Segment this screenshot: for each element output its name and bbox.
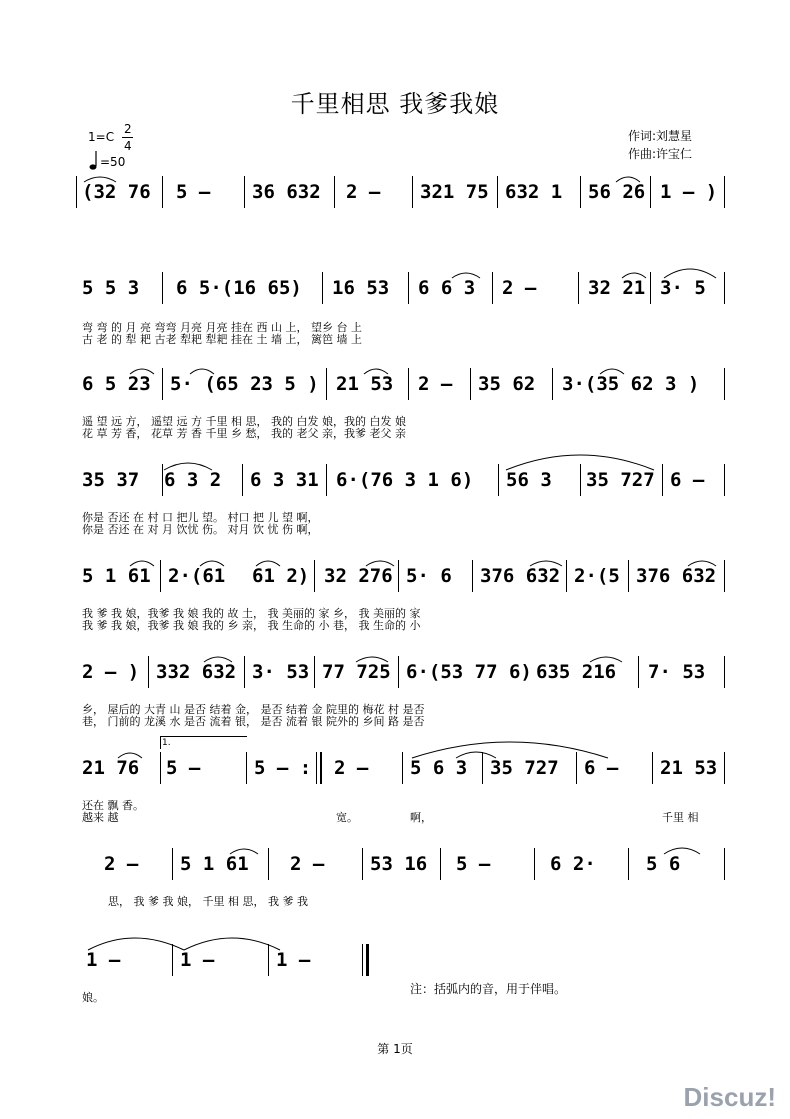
page-number: 第 1页 bbox=[377, 1042, 413, 1056]
measure-r5-m0: 2 – ) bbox=[82, 661, 140, 683]
measure-r0-m3: 2 – bbox=[346, 181, 381, 203]
measure-r0-m7: 1 – ) bbox=[660, 181, 718, 203]
lyrics-r8-verse1: 娘。 bbox=[82, 991, 104, 1004]
measure-r0-m5: 632 1 bbox=[505, 181, 563, 203]
measure-r6-m4: 5 6 3 bbox=[410, 757, 468, 779]
measure-r1-m4: 2 – bbox=[502, 277, 537, 299]
measure-r5-m4: 6·(53 77 6) bbox=[406, 661, 532, 683]
lyrics-r6-a: 啊， bbox=[410, 811, 432, 824]
lyrics-r6-qianli: 千里 相 bbox=[662, 811, 699, 824]
measure-r7-m4: 5 – bbox=[456, 853, 491, 875]
measure-r1-m5: 32 21 bbox=[588, 277, 646, 299]
measure-r8-m2: 1 – bbox=[276, 949, 311, 971]
measure-r1-m0: 5 5 3 bbox=[82, 277, 140, 299]
measure-r1-m2: 16 53 bbox=[332, 277, 390, 299]
measure-r6-m1: 5 – bbox=[166, 757, 201, 779]
measure-r3-m5: 35 727 bbox=[586, 469, 655, 491]
lyrics-r5-verse1: 乡， 屋后的 大青 山 是否 结着 金， 是否 结着 金 院里的 梅花 村 是否 bbox=[82, 703, 425, 716]
measure-r8-m1: 1 – bbox=[180, 949, 215, 971]
lyrics-r1-verse2: 古 老 的 犁 耙 古老 犁耙 犁耙 挂在 土 墙 上， 篱笆 墙 上 bbox=[82, 333, 362, 346]
annotation-note: 注：括弧内的音，用于伴唱。 bbox=[410, 982, 567, 996]
measure-r3-m3: 6·(76 3 1 6) bbox=[336, 469, 474, 491]
measure-r4-m7: 376 632 bbox=[636, 565, 717, 587]
lyrics-r5-verse2: 巷， 门前的 龙溪 水 是否 流着 银， 是否 流着 银 院外的 乡间 路 是否 bbox=[82, 715, 425, 728]
measure-r8-m0: 1 – bbox=[86, 949, 121, 971]
composer: 作曲:许宝仁 bbox=[628, 147, 693, 161]
measure-r3-m4: 56 3 bbox=[506, 469, 552, 491]
lyrics-r4-verse2: 我 爹 我 娘，我爹 我 娘 我的 乡 亲， 我 生命的 小 巷， 我 生命的 小 bbox=[82, 619, 421, 632]
measure-r2-m3: 2 – bbox=[418, 373, 453, 395]
measure-r7-m6: 5 6 bbox=[646, 853, 681, 875]
measure-r3-m1: 6 3 2 bbox=[164, 469, 222, 491]
measure-r0-m6: 56 26 bbox=[588, 181, 646, 203]
measure-r4-m0: 5 1 61 bbox=[82, 565, 151, 587]
lyrics-r3-verse1: 你是 否还 在 村 口 把儿 望。 村口 把 儿 望 啊， bbox=[82, 511, 319, 524]
measure-r7-m0: 2 – bbox=[104, 853, 139, 875]
measure-r1-m6: 3· 5 bbox=[660, 277, 706, 299]
lyricist: 作词:刘慧星 bbox=[628, 129, 693, 143]
measure-r7-m2: 2 – bbox=[290, 853, 325, 875]
measure-r7-m5: 6 2· bbox=[550, 853, 596, 875]
lyrics-r4-verse1: 我 爹 我 娘，我爹 我 娘 我的 故 土， 我 美丽的 家 乡， 我 美丽的 家 bbox=[82, 607, 421, 620]
song-title: 千里相思 我爹我娘 bbox=[290, 90, 500, 118]
measure-r4-m5: 376 632 bbox=[480, 565, 561, 587]
measure-r3-m2: 6 3 31 bbox=[250, 469, 319, 491]
volta-label: 1. bbox=[162, 738, 171, 748]
lyrics-r2-verse1: 遥 望 远 方， 遥望 远 方 千里 相 思， 我的 白发 娘，我的 白发 娘 bbox=[82, 415, 406, 428]
measure-r0-m0: (32 76 bbox=[82, 181, 151, 203]
watermark-logo: Discuz! bbox=[683, 1082, 776, 1112]
measure-r0-m2: 36 632 bbox=[252, 181, 321, 203]
lyrics-r7-verse1: 思， 我 爹 我 娘， 千里 相 思， 我 爹 我 bbox=[108, 895, 308, 908]
lyrics-r3-verse2: 你是 否还 在 对 月 饮忧 伤。 对月 饮 忧 伤 啊， bbox=[82, 523, 319, 536]
measure-r4-m1: 2·(61 bbox=[168, 565, 226, 587]
lyrics-r6-verse2: 越来 越 bbox=[82, 811, 119, 824]
measure-r1-m1: 6 5·(16 65) bbox=[176, 277, 302, 299]
measure-r6-m3: 2 – bbox=[334, 757, 369, 779]
lyrics-r6-kuan: 宽。 bbox=[336, 811, 358, 824]
measure-r4-m6: 2·(5 bbox=[574, 565, 620, 587]
measure-r6-m0: 21 76 bbox=[82, 757, 140, 779]
measure-r6-m5: 35 727 bbox=[490, 757, 559, 779]
measure-r5-m3: 77 725 bbox=[322, 661, 391, 683]
measure-r7-m1: 5 1 61 bbox=[180, 853, 249, 875]
measure-r6-m2: 5 – : bbox=[254, 757, 312, 779]
time-signature-top: 2 bbox=[124, 122, 132, 136]
measure-r5-m5: 635 216 bbox=[536, 661, 617, 683]
measure-r2-m0: 6 5 23 bbox=[82, 373, 151, 395]
measure-r4-m2: 61 2) bbox=[252, 565, 310, 587]
measure-r2-m2: 21 53 bbox=[336, 373, 394, 395]
measure-r5-m1: 332 632 bbox=[156, 661, 237, 683]
measure-r2-m4: 35 62 bbox=[478, 373, 536, 395]
lyrics-r2-verse2: 花 草 芳 香， 花草 芳 香 千里 乡 愁， 我的 老父 亲，我爹 老父 亲 bbox=[82, 427, 406, 440]
measure-r4-m3: 32 276 bbox=[324, 565, 393, 587]
measure-r7-m3: 53 16 bbox=[370, 853, 428, 875]
tempo-marking: =50 bbox=[100, 155, 126, 169]
measure-r2-m5: 3·(35 62 3 ) bbox=[562, 373, 700, 395]
measure-r5-m6: 7· 53 bbox=[648, 661, 706, 683]
measure-r0-m1: 5 – bbox=[176, 181, 211, 203]
measure-r3-m0: 35 37 bbox=[82, 469, 140, 491]
measure-r3-m6: 6 – bbox=[670, 469, 705, 491]
measure-r6-m7: 21 53 bbox=[660, 757, 718, 779]
lyrics-r1-verse1: 弯 弯 的 月 亮 弯弯 月亮 月亮 挂在 西 山 上， 望乡 台 上 bbox=[82, 321, 362, 334]
measure-r5-m2: 3· 53 bbox=[252, 661, 310, 683]
key-signature: 1=C bbox=[88, 130, 115, 144]
lyrics-r6-verse1: 还在 飘 香。 bbox=[82, 799, 144, 812]
measure-r2-m1: 5· (65 23 5 ) bbox=[170, 373, 319, 395]
measure-r4-m4: 5· 6 bbox=[406, 565, 452, 587]
time-signature-bottom: 4 bbox=[124, 139, 132, 153]
measure-r6-m6: 6 – bbox=[584, 757, 619, 779]
measure-r1-m3: 6 6 3 bbox=[418, 277, 476, 299]
measure-r0-m4: 321 75 bbox=[420, 181, 489, 203]
